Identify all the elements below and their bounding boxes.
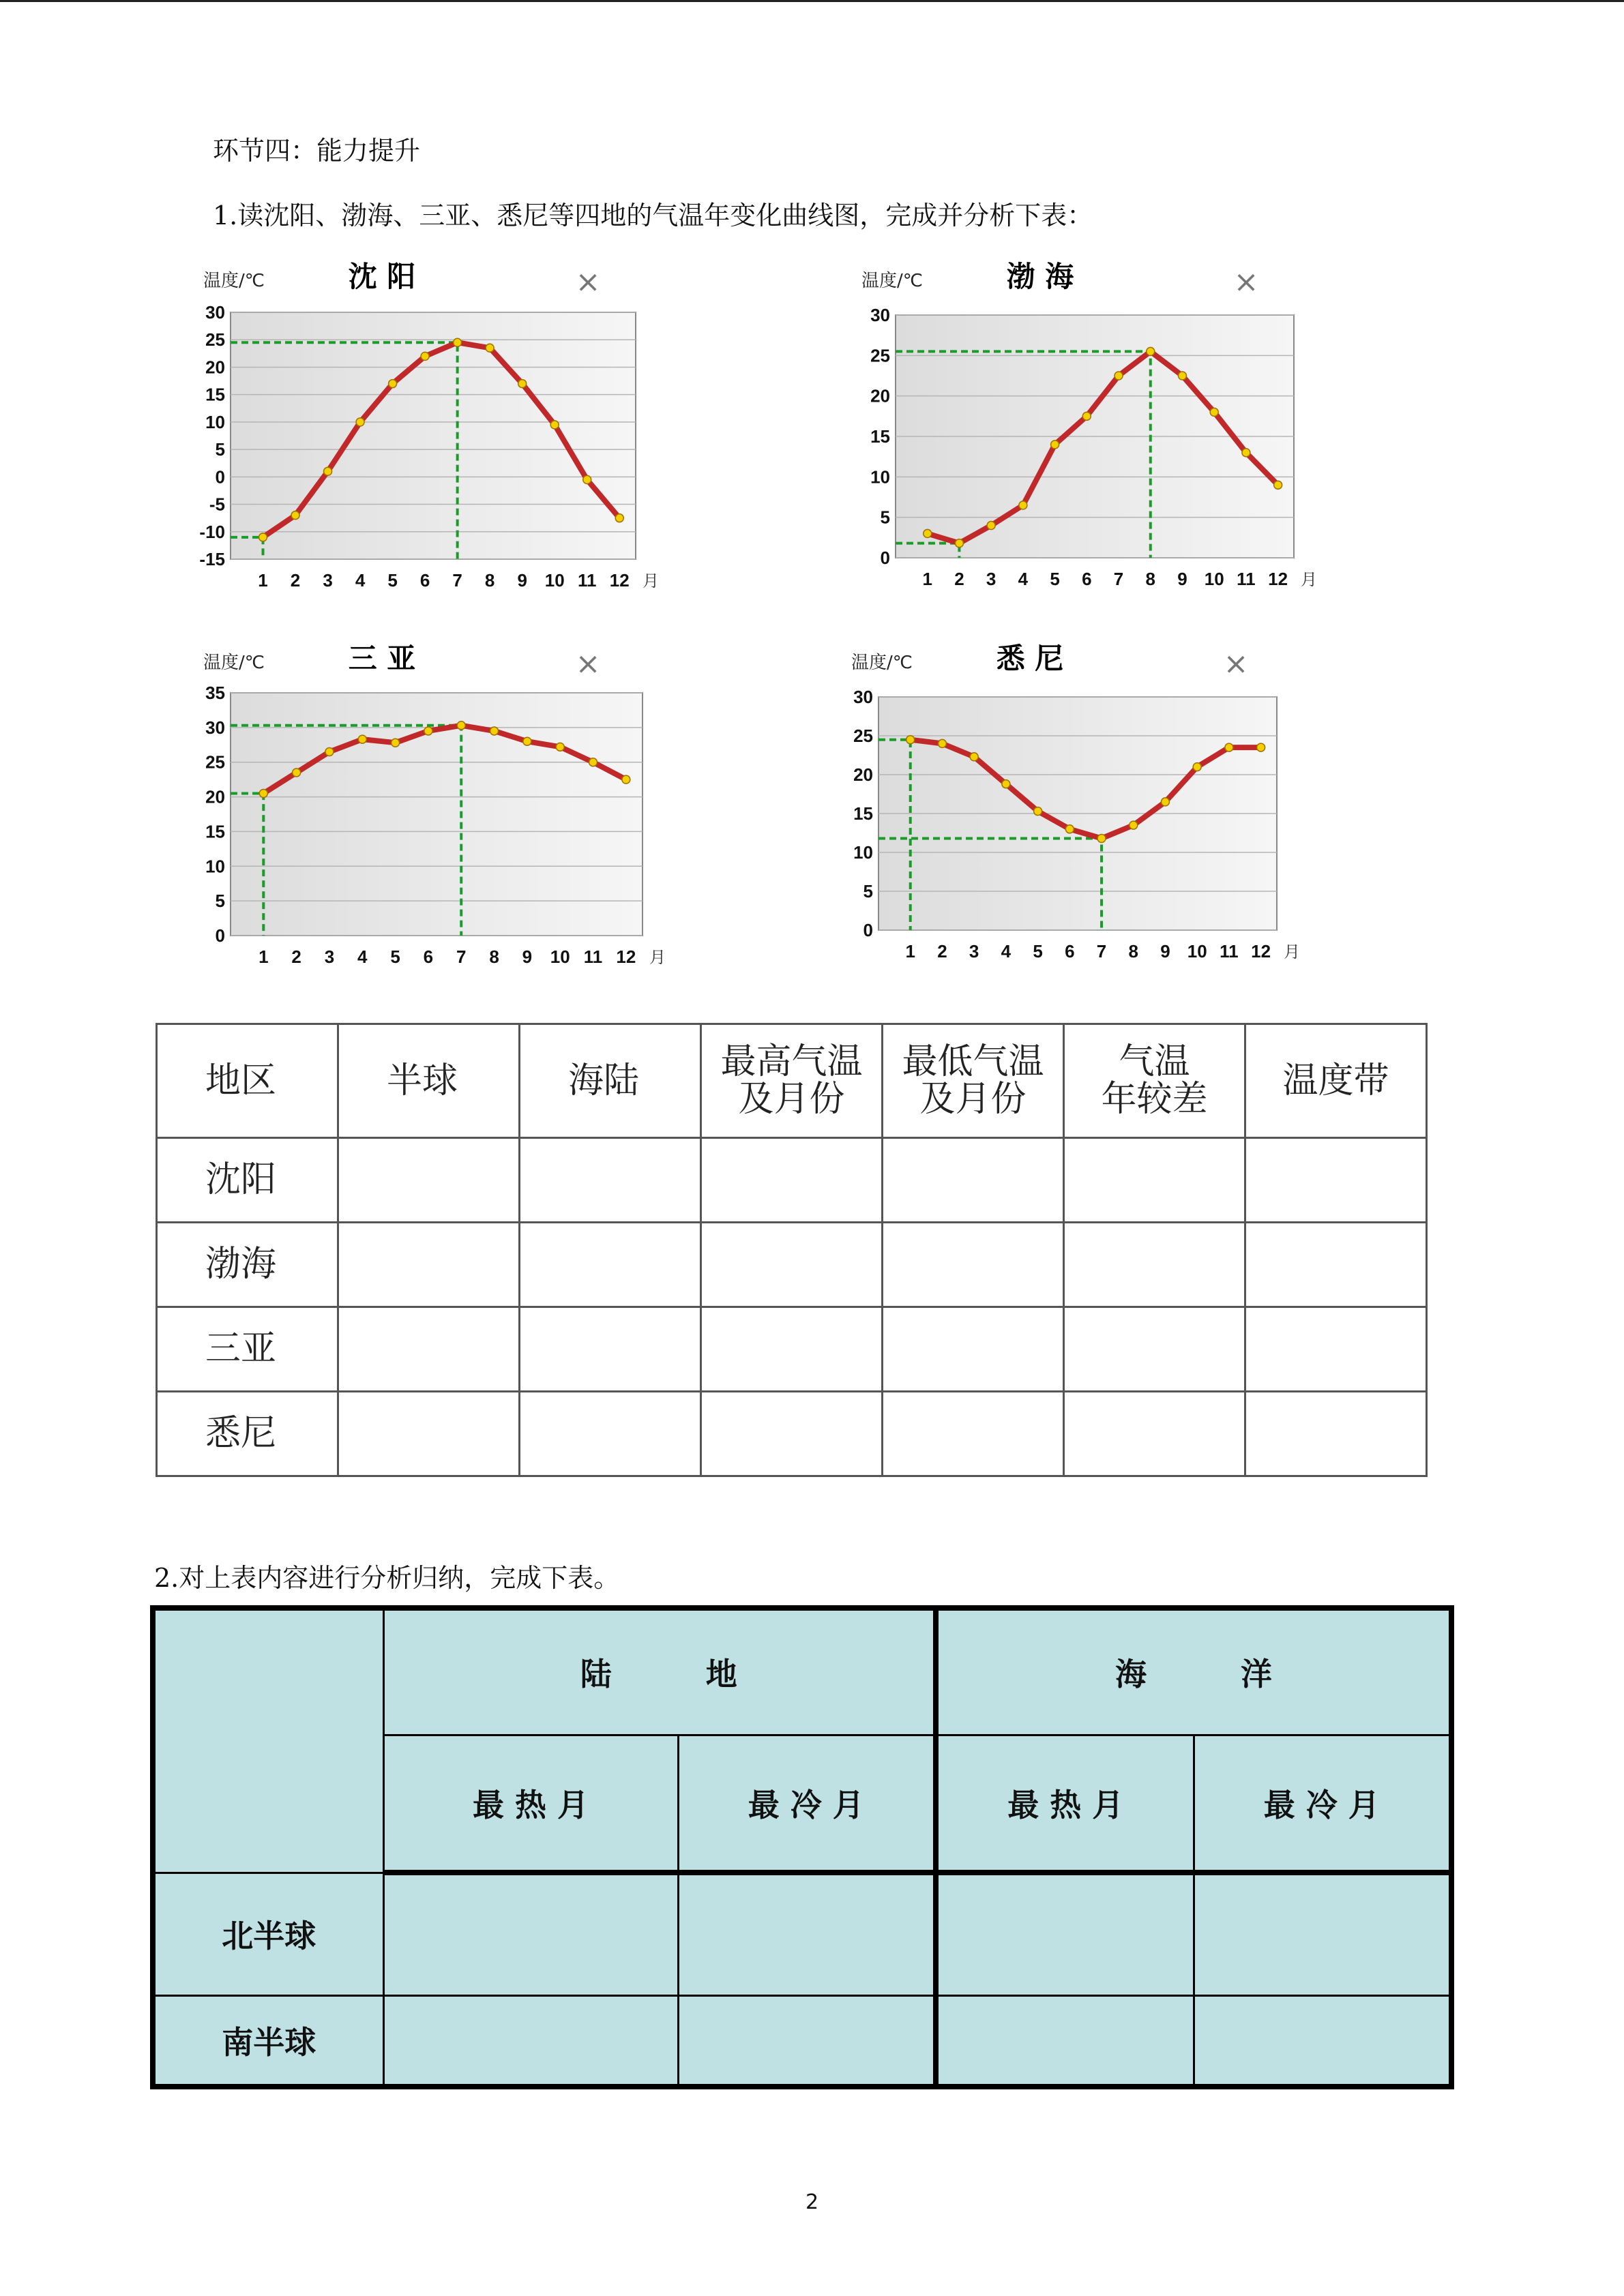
answer-cell[interactable] bbox=[936, 1995, 1194, 2087]
x-tick-label: 8 bbox=[1145, 569, 1155, 589]
data-point bbox=[523, 737, 531, 745]
answer-cell[interactable] bbox=[338, 1223, 520, 1307]
y-tick-label: 20 bbox=[853, 764, 873, 785]
y-tick-label: 15 bbox=[853, 803, 873, 824]
data-point bbox=[1034, 807, 1042, 816]
answer-cell[interactable] bbox=[520, 1223, 701, 1307]
summary-table bbox=[150, 1605, 1454, 2089]
chart-title: 沈 阳 bbox=[348, 260, 416, 293]
data-point bbox=[987, 522, 995, 530]
y-tick-label: 25 bbox=[205, 751, 225, 773]
chart-title: 渤 海 bbox=[1006, 260, 1074, 293]
data-point bbox=[1147, 347, 1155, 355]
y-tick-label: 35 bbox=[205, 683, 225, 703]
answer-cell[interactable] bbox=[338, 1138, 520, 1223]
answer-cell[interactable] bbox=[1064, 1392, 1245, 1476]
answer-cell[interactable] bbox=[1194, 1873, 1451, 1995]
x-tick-label: 1 bbox=[922, 569, 932, 589]
corner-cell bbox=[153, 1608, 383, 1873]
data-point bbox=[324, 467, 332, 475]
summary-header-row bbox=[153, 1608, 1451, 1735]
answer-cell[interactable] bbox=[1245, 1392, 1427, 1476]
y-tick-label: -15 bbox=[199, 549, 225, 569]
x-tick-label: 11 bbox=[1220, 941, 1239, 961]
answer-cell[interactable] bbox=[701, 1307, 883, 1392]
x-tick-label: 9 bbox=[522, 946, 533, 967]
answer-cell[interactable] bbox=[520, 1138, 701, 1223]
table-row bbox=[157, 1138, 1427, 1223]
data-point bbox=[259, 533, 267, 541]
y-tick-label: 0 bbox=[880, 548, 890, 568]
answer-cell[interactable] bbox=[701, 1223, 883, 1307]
x-tick-label: 4 bbox=[357, 946, 368, 967]
table-header-row bbox=[157, 1024, 1427, 1138]
close-icon: × bbox=[1233, 265, 1259, 299]
data-point bbox=[293, 769, 301, 777]
x-tick-label: 12 bbox=[609, 570, 630, 591]
answer-cell[interactable] bbox=[1245, 1223, 1427, 1307]
header-max-temp: 最高气温 及月份 bbox=[701, 1024, 883, 1138]
x-tick-label: 12 bbox=[616, 946, 636, 967]
row-label-north: 北半球 bbox=[153, 1873, 383, 1995]
data-point bbox=[938, 739, 946, 747]
y-tick-label: 10 bbox=[205, 856, 225, 877]
table-row bbox=[157, 1392, 1427, 1476]
header-temp-zone: 温度带 bbox=[1245, 1024, 1427, 1138]
header-region: 地区 bbox=[157, 1024, 338, 1138]
row-label: 悉尼 bbox=[157, 1392, 338, 1476]
page-number: 2 bbox=[805, 2190, 819, 2214]
y-tick-label: 25 bbox=[870, 345, 890, 366]
x-axis-label: 月 bbox=[649, 948, 666, 967]
row-label: 沈阳 bbox=[157, 1138, 338, 1223]
y-tick-label: 30 bbox=[870, 305, 890, 325]
answer-cell[interactable] bbox=[1245, 1138, 1427, 1223]
x-tick-label: 1 bbox=[259, 946, 269, 967]
data-point bbox=[1019, 501, 1027, 509]
y-tick-label: 20 bbox=[870, 385, 890, 406]
x-tick-label: 10 bbox=[550, 946, 570, 967]
ocean-header: 海 洋 bbox=[936, 1608, 1451, 1735]
answer-cell[interactable] bbox=[1245, 1307, 1427, 1392]
data-point bbox=[358, 735, 366, 743]
x-tick-label: 11 bbox=[583, 946, 603, 967]
x-tick-label: 8 bbox=[489, 946, 499, 967]
answer-cell[interactable] bbox=[1064, 1223, 1245, 1307]
answer-cell[interactable] bbox=[520, 1392, 701, 1476]
data-point bbox=[1178, 372, 1186, 380]
data-point bbox=[970, 753, 978, 761]
data-point bbox=[1242, 449, 1250, 457]
table-row bbox=[157, 1223, 1427, 1307]
table-row bbox=[157, 1307, 1427, 1392]
x-tick-label: 3 bbox=[323, 570, 333, 591]
y-tick-label: -5 bbox=[209, 494, 225, 515]
data-point bbox=[454, 338, 462, 346]
question-2: 2.对上表内容进行分析归纳，完成下表。 bbox=[154, 1563, 620, 1593]
answer-cell[interactable] bbox=[678, 1873, 936, 1995]
x-tick-label: 4 bbox=[1018, 569, 1029, 589]
chart-title: 悉 尼 bbox=[996, 642, 1064, 675]
x-tick-label: 5 bbox=[1033, 941, 1043, 961]
data-point bbox=[1161, 798, 1169, 806]
data-point bbox=[325, 747, 334, 756]
row-label: 三亚 bbox=[157, 1307, 338, 1392]
x-tick-label: 7 bbox=[1113, 569, 1124, 589]
answer-cell[interactable] bbox=[883, 1392, 1064, 1476]
answer-cell[interactable] bbox=[1064, 1307, 1245, 1392]
y-tick-label: 25 bbox=[853, 726, 873, 746]
section-heading: 环节四：能力提升 bbox=[213, 136, 421, 166]
y-tick-label: 0 bbox=[215, 466, 225, 488]
x-tick-label: 3 bbox=[986, 569, 996, 589]
data-point bbox=[392, 739, 400, 747]
answer-cell[interactable] bbox=[701, 1392, 883, 1476]
x-tick-label: 8 bbox=[1128, 941, 1138, 961]
x-tick-label: 11 bbox=[577, 570, 597, 591]
data-point bbox=[518, 380, 527, 388]
x-tick-label: 5 bbox=[387, 570, 398, 591]
data-point bbox=[486, 344, 494, 352]
data-point bbox=[589, 758, 597, 766]
x-tick-label: 7 bbox=[452, 570, 462, 591]
y-tick-label: 0 bbox=[215, 925, 225, 946]
ocean-hottest-header: 最 热 月 bbox=[936, 1735, 1194, 1873]
land-coldest-header: 最 冷 月 bbox=[678, 1735, 936, 1873]
x-tick-label: 7 bbox=[1096, 941, 1107, 961]
x-tick-label: 9 bbox=[1160, 941, 1170, 961]
row-label-south: 南半球 bbox=[153, 1995, 383, 2087]
chart-title: 三 亚 bbox=[348, 642, 416, 675]
x-tick-label: 2 bbox=[291, 946, 301, 967]
x-tick-label: 12 bbox=[1268, 569, 1288, 589]
data-point bbox=[1051, 441, 1059, 449]
close-icon: × bbox=[575, 265, 601, 299]
chart-bohai bbox=[849, 252, 1327, 614]
x-tick-label: 8 bbox=[484, 570, 495, 591]
data-point bbox=[356, 418, 364, 426]
y-tick-label: 15 bbox=[205, 821, 225, 842]
x-tick-label: 1 bbox=[258, 570, 268, 591]
y-tick-label: 30 bbox=[853, 687, 873, 707]
data-point bbox=[550, 421, 559, 429]
answer-cell[interactable] bbox=[383, 1995, 678, 2087]
analysis-table bbox=[156, 1023, 1428, 1477]
top-border bbox=[0, 0, 1624, 2]
data-point bbox=[556, 743, 564, 751]
y-tick-label: -10 bbox=[199, 521, 225, 542]
data-point bbox=[1274, 481, 1282, 489]
answer-cell[interactable] bbox=[383, 1873, 678, 1995]
data-point bbox=[259, 789, 267, 797]
summary-row-south bbox=[153, 1995, 1451, 2087]
data-point bbox=[490, 727, 499, 735]
y-tick-label: 30 bbox=[205, 717, 225, 738]
y-tick-label: 15 bbox=[205, 384, 225, 405]
y-tick-label: 30 bbox=[205, 302, 225, 323]
data-point bbox=[1257, 743, 1265, 751]
header-annual-range: 气温 年较差 bbox=[1064, 1024, 1245, 1138]
x-tick-label: 11 bbox=[1237, 569, 1256, 589]
x-axis-label: 月 bbox=[1301, 570, 1317, 589]
x-axis-label: 月 bbox=[643, 571, 659, 591]
close-icon: × bbox=[1223, 646, 1249, 681]
x-tick-label: 6 bbox=[419, 570, 430, 591]
answer-cell[interactable] bbox=[936, 1873, 1194, 1995]
x-tick-label: 6 bbox=[1065, 941, 1075, 961]
data-point bbox=[906, 736, 915, 744]
data-point bbox=[955, 539, 963, 548]
x-tick-label: 1 bbox=[905, 941, 915, 961]
data-point bbox=[457, 721, 465, 730]
answer-cell[interactable] bbox=[338, 1392, 520, 1476]
data-point bbox=[583, 475, 591, 483]
data-point bbox=[421, 352, 429, 360]
answer-cell[interactable] bbox=[883, 1223, 1064, 1307]
x-tick-label: 10 bbox=[1187, 941, 1207, 961]
x-tick-label: 2 bbox=[954, 569, 964, 589]
chart-sanya bbox=[191, 634, 668, 968]
y-tick-label: 5 bbox=[863, 881, 873, 901]
answer-cell[interactable] bbox=[678, 1995, 936, 2087]
data-point bbox=[1210, 408, 1218, 416]
y-tick-label: 10 bbox=[853, 842, 873, 863]
answer-cell[interactable] bbox=[1194, 1995, 1451, 2087]
header-land-sea: 海陆 bbox=[520, 1024, 701, 1138]
x-tick-label: 7 bbox=[456, 946, 467, 967]
data-point bbox=[291, 511, 299, 520]
question-1: 1.读沈阳、渤海、三亚、悉尼等四地的气温年变化曲线图，完成并分析下表： bbox=[213, 200, 1093, 230]
data-point bbox=[1065, 825, 1074, 833]
data-point bbox=[615, 514, 623, 522]
x-tick-label: 5 bbox=[1050, 569, 1060, 589]
chart-sydney bbox=[839, 634, 1316, 968]
y-axis-label: 温度/℃ bbox=[861, 271, 923, 291]
x-tick-label: 10 bbox=[544, 570, 565, 591]
answer-cell[interactable] bbox=[701, 1138, 883, 1223]
answer-cell[interactable] bbox=[883, 1307, 1064, 1392]
x-tick-label: 10 bbox=[1204, 569, 1224, 589]
x-axis-label: 月 bbox=[1284, 942, 1300, 961]
data-point bbox=[1082, 412, 1091, 420]
answer-cell[interactable] bbox=[338, 1307, 520, 1392]
y-tick-label: 15 bbox=[870, 426, 890, 447]
close-icon: × bbox=[575, 646, 601, 681]
plot-area bbox=[231, 312, 636, 559]
y-axis-label: 温度/℃ bbox=[203, 271, 265, 291]
data-point bbox=[1114, 372, 1123, 380]
x-tick-label: 5 bbox=[390, 946, 400, 967]
data-point bbox=[1225, 743, 1233, 751]
header-min-temp: 最低气温 及月份 bbox=[883, 1024, 1064, 1138]
x-tick-label: 9 bbox=[1177, 569, 1187, 589]
data-point bbox=[1193, 763, 1201, 771]
y-tick-label: 5 bbox=[215, 439, 225, 460]
data-point bbox=[424, 727, 432, 735]
y-tick-label: 10 bbox=[870, 466, 890, 488]
y-tick-label: 20 bbox=[205, 786, 225, 807]
y-tick-label: 5 bbox=[880, 507, 890, 528]
row-label: 渤海 bbox=[157, 1223, 338, 1307]
data-point bbox=[1002, 780, 1010, 788]
summary-row-north bbox=[153, 1873, 1451, 1995]
y-tick-label: 5 bbox=[215, 891, 225, 912]
x-tick-label: 3 bbox=[969, 941, 979, 961]
y-tick-label: 25 bbox=[205, 329, 225, 351]
y-axis-label: 温度/℃ bbox=[203, 653, 265, 673]
y-tick-label: 0 bbox=[863, 920, 873, 940]
x-tick-label: 12 bbox=[1251, 941, 1271, 961]
header-hemisphere: 半球 bbox=[338, 1024, 520, 1138]
answer-cell[interactable] bbox=[520, 1307, 701, 1392]
ocean-coldest-header: 最 冷 月 bbox=[1194, 1735, 1451, 1873]
data-point bbox=[622, 775, 630, 784]
land-hottest-header: 最 热 月 bbox=[383, 1735, 678, 1873]
data-point bbox=[924, 529, 932, 537]
answer-cell[interactable] bbox=[883, 1138, 1064, 1223]
x-tick-label: 3 bbox=[324, 946, 335, 967]
y-tick-label: 10 bbox=[205, 411, 225, 432]
x-tick-label: 4 bbox=[1001, 941, 1012, 961]
x-tick-label: 2 bbox=[290, 570, 301, 591]
x-tick-label: 6 bbox=[423, 946, 434, 967]
answer-cell[interactable] bbox=[1064, 1138, 1245, 1223]
data-point bbox=[389, 380, 397, 388]
x-tick-label: 4 bbox=[355, 570, 366, 591]
y-axis-label: 温度/℃ bbox=[851, 653, 913, 673]
y-tick-label: 20 bbox=[205, 357, 225, 378]
land-header: 陆 地 bbox=[383, 1608, 936, 1735]
data-point bbox=[1130, 821, 1138, 829]
chart-shenyang bbox=[191, 252, 668, 614]
data-point bbox=[1097, 834, 1106, 842]
x-tick-label: 9 bbox=[517, 570, 527, 591]
x-tick-label: 2 bbox=[937, 941, 947, 961]
x-tick-label: 6 bbox=[1082, 569, 1092, 589]
